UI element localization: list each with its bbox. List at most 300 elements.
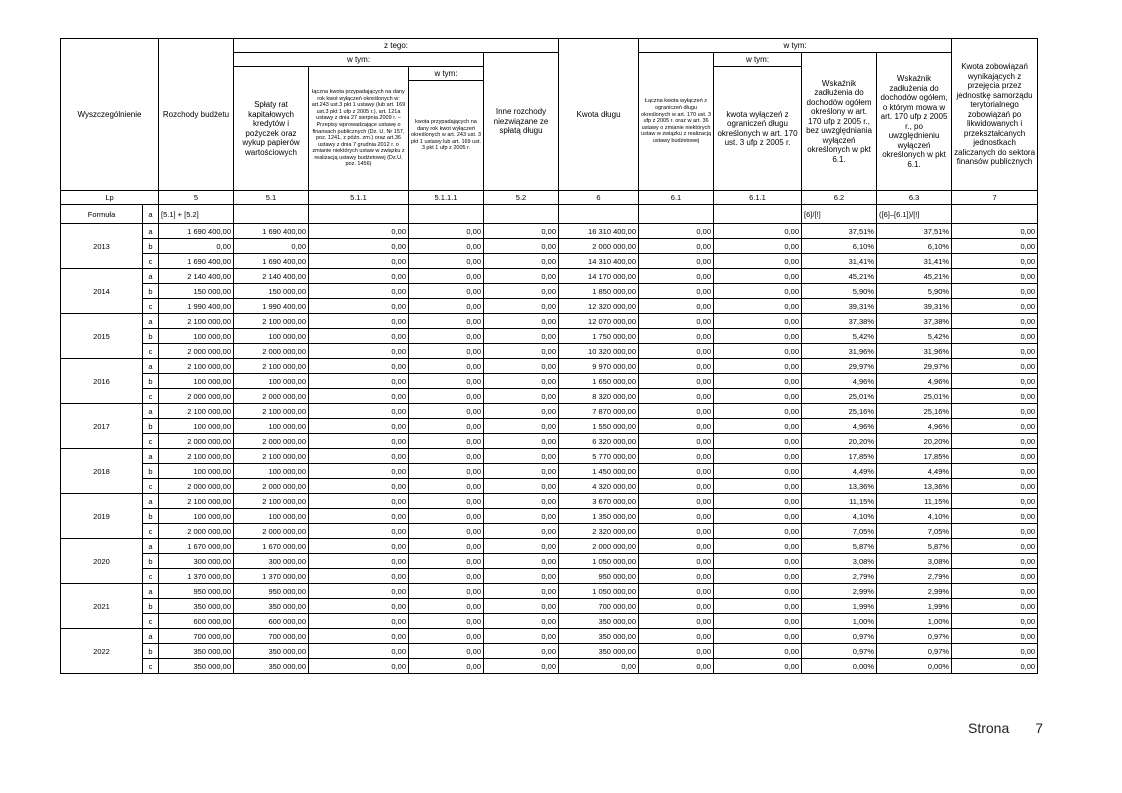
year-cell: 2015 [61,314,143,359]
page-footer [968,720,1043,736]
value-cell: 0,00 [484,539,559,554]
value-cell: 0,00 [309,329,409,344]
value-cell: 1 670 000,00 [234,539,309,554]
value-cell: 0,00 [409,329,484,344]
value-cell: 0,00 [639,464,714,479]
value-cell: 4 320 000,00 [559,479,639,494]
value-cell: 100 000,00 [159,419,234,434]
value-cell: 0,00 [484,389,559,404]
col-header-kwota-dlugu: Kwota długu [559,39,639,191]
value-cell: 5,42% [877,329,952,344]
value-cell: 39,31% [877,299,952,314]
value-cell: 0,00 [409,509,484,524]
value-cell: 25,01% [877,389,952,404]
value-cell: 0,00 [952,389,1038,404]
value-cell: 0,00 [484,359,559,374]
table-row [61,494,1038,509]
value-cell: 0,00 [952,494,1038,509]
value-cell: 0,00 [409,584,484,599]
row-letter: a [143,404,159,419]
col-header-kwota-zobowiazan: Kwota zobowiązań wynikających z przejęcia przez jednostkę samorządu terytorialnego zobowiązań po likwidowanych i przekształcanych jednostkach zaliczanych do sektora finansów publicznych [952,39,1038,191]
col-header-w-tym-dlug: w tym: [639,39,952,53]
table-row [61,449,1038,464]
value-cell: 0,00 [714,509,802,524]
value-cell: 20,20% [877,434,952,449]
table-row [61,524,1038,539]
value-cell: 2 000 000,00 [234,479,309,494]
value-cell: 0,00 [309,374,409,389]
value-cell: 0,00 [639,239,714,254]
value-cell: 0,00 [409,389,484,404]
value-cell: 700 000,00 [559,599,639,614]
lp-cell: 6.1 [639,191,714,205]
value-cell: 0,00 [409,569,484,584]
value-cell: 0,00 [409,224,484,239]
value-cell: 2,99% [802,584,877,599]
value-cell: 0,00 [484,254,559,269]
value-cell: 6,10% [877,239,952,254]
value-cell: 0,00 [484,629,559,644]
value-cell: 0,00 [639,599,714,614]
value-cell: 700 000,00 [234,629,309,644]
value-cell: 3 670 000,00 [559,494,639,509]
formula-5: [5.1] + [5.2] [159,205,234,224]
value-cell: 1 670 000,00 [159,539,234,554]
lp-cell: 5.1.1.1 [409,191,484,205]
col-header-w-tym-sub: w tym: [409,67,484,81]
value-cell: 0,00 [639,389,714,404]
row-letter: c [143,479,159,494]
value-cell: 0,00 [714,344,802,359]
row-letter: c [143,614,159,629]
value-cell: 100 000,00 [234,329,309,344]
value-cell: 25,16% [802,404,877,419]
table-row [61,659,1038,674]
value-cell: 2 140 400,00 [159,269,234,284]
value-cell: 0,00 [409,374,484,389]
formula-row [61,205,1038,224]
value-cell: 2 100 000,00 [159,494,234,509]
lp-cell: 6 [559,191,639,205]
col-header-w-tym-dlug-sub: w tym: [714,53,802,67]
value-cell: 5,90% [802,284,877,299]
value-cell: 0,00 [952,569,1038,584]
value-cell: 600 000,00 [159,614,234,629]
value-cell: 4,10% [877,509,952,524]
value-cell: 2,79% [877,569,952,584]
value-cell: 0,00 [714,374,802,389]
row-letter: b [143,239,159,254]
value-cell: 0,00 [952,299,1038,314]
value-cell: 0,00 [484,329,559,344]
value-cell: 45,21% [802,269,877,284]
value-cell: 0,00 [484,509,559,524]
formula-empty [309,205,409,224]
value-cell: 350 000,00 [559,629,639,644]
year-cell: 2013 [61,224,143,269]
value-cell: 17,85% [802,449,877,464]
row-letter: c [143,299,159,314]
value-cell: 1 690 400,00 [159,224,234,239]
formula-col1: a [143,205,159,224]
value-cell: 1 370 000,00 [159,569,234,584]
row-letter: a [143,269,159,284]
value-cell: 100 000,00 [159,374,234,389]
value-cell: 0,97% [877,629,952,644]
value-cell: 100 000,00 [159,464,234,479]
value-cell: 0,00 [484,404,559,419]
formula-empty [559,205,639,224]
value-cell: 2,99% [877,584,952,599]
value-cell: 0,00 [714,329,802,344]
value-cell: 0,00 [714,389,802,404]
value-cell: 0,00 [409,614,484,629]
table-row [61,299,1038,314]
value-cell: 0,00 [639,449,714,464]
table-row [61,554,1038,569]
value-cell: 0,00 [409,539,484,554]
value-cell: 0,00 [409,314,484,329]
value-cell: 0,00 [484,659,559,674]
value-cell: 0,00 [409,359,484,374]
table-row [61,614,1038,629]
value-cell: 2 100 000,00 [234,314,309,329]
value-cell: 0,00 [484,524,559,539]
value-cell: 0,00 [952,419,1038,434]
value-cell: 31,41% [802,254,877,269]
value-cell: 0,00 [409,404,484,419]
value-cell: 0,00 [639,314,714,329]
table-row [61,644,1038,659]
value-cell: 0,97% [877,644,952,659]
value-cell: 2 000 000,00 [234,524,309,539]
value-cell: 0,00 [952,554,1038,569]
value-cell: 2 000 000,00 [159,524,234,539]
value-cell: 4,49% [877,464,952,479]
value-cell: 0,00 [952,359,1038,374]
value-cell: 2 100 000,00 [234,449,309,464]
value-cell: 1 550 000,00 [559,419,639,434]
value-cell: 1,99% [802,599,877,614]
value-cell: 0,00 [309,284,409,299]
value-cell: 600 000,00 [234,614,309,629]
year-cell: 2018 [61,449,143,494]
table-row [61,479,1038,494]
value-cell: 0,00 [484,554,559,569]
year-cell: 2017 [61,404,143,449]
row-letter: a [143,539,159,554]
row-letter: b [143,284,159,299]
value-cell: 7 870 000,00 [559,404,639,419]
value-cell: 0,00 [639,629,714,644]
col-header-laczna-kwota-rat: łączna kwota przypadających na dany rok kwot wyłączeń określonych w: art.243 ust.3 pkt 1 ustawy (lub art. 169 ust.3 pkt 1 ufp z 2005 r.), art. 121a ustawy z dnia 27 sierpnia 2009 r. – Przepisy wprowadzające ustawę o finansach publicznych (Dz. U. Nr 157, poz. 1241, z późn. zm.) oraz art.36 ustawy z dnia 7 grudnia 2012 r. o zmianie niektórych ustaw w związku z realizacją ustawy budżetowej (Dz.U. poz. 1456) [309,67,409,191]
table-row [61,464,1038,479]
value-cell: 0,00 [639,509,714,524]
value-cell: 0,00 [309,644,409,659]
value-cell: 100 000,00 [159,329,234,344]
value-cell: 6,10% [802,239,877,254]
value-cell: 0,00 [714,614,802,629]
table-row [61,254,1038,269]
table-row [61,539,1038,554]
value-cell: 0,00 [639,404,714,419]
value-cell: 25,16% [877,404,952,419]
row-letter: c [143,434,159,449]
year-cell: 2021 [61,584,143,629]
value-cell: 0,00 [714,569,802,584]
table-row [61,404,1038,419]
formula-empty [952,205,1038,224]
value-cell: 13,36% [877,479,952,494]
value-cell: 0,00 [952,464,1038,479]
table-row [61,269,1038,284]
row-letter: b [143,464,159,479]
value-cell: 0,00 [639,659,714,674]
value-cell: 25,01% [802,389,877,404]
value-cell: 0,00 [639,299,714,314]
value-cell: 0,00 [952,254,1038,269]
value-cell: 0,00 [952,479,1038,494]
value-cell: 0,00 [309,299,409,314]
value-cell: 0,00 [484,434,559,449]
value-cell: 0,00 [952,404,1038,419]
value-cell: 4,49% [802,464,877,479]
value-cell: 37,51% [877,224,952,239]
value-cell: 0,00 [309,419,409,434]
value-cell: 2 000 000,00 [234,344,309,359]
lp-cell: 5.1.1 [309,191,409,205]
value-cell: 0,00 [952,509,1038,524]
value-cell: 2 320 000,00 [559,524,639,539]
value-cell: 0,00 [714,524,802,539]
value-cell: 2 000 000,00 [234,389,309,404]
value-cell: 0,00 [639,614,714,629]
row-letter: b [143,509,159,524]
year-cell: 2019 [61,494,143,539]
value-cell: 100 000,00 [234,374,309,389]
value-cell: 0,00 [484,299,559,314]
value-cell: 350 000,00 [159,644,234,659]
value-cell: 5,87% [802,539,877,554]
formula-63: ([6]–[6.1])/[!] [877,205,952,224]
value-cell: 0,00 [714,629,802,644]
value-cell: 11,15% [802,494,877,509]
value-cell: 1,00% [802,614,877,629]
value-cell: 0,00 [309,464,409,479]
value-cell: 0,00 [639,644,714,659]
value-cell: 0,00 [409,344,484,359]
value-cell: 0,00 [309,389,409,404]
value-cell: 0,00 [639,524,714,539]
row-letter: a [143,449,159,464]
value-cell: 2 000 000,00 [159,344,234,359]
value-cell: 0,00 [639,254,714,269]
value-cell: 0,00 [714,404,802,419]
lp-cell: 5.1 [234,191,309,205]
value-cell: 3,08% [877,554,952,569]
value-cell: 8 320 000,00 [559,389,639,404]
row-letter: a [143,224,159,239]
formula-empty [714,205,802,224]
value-cell: 300 000,00 [234,554,309,569]
value-cell: 0,00 [639,584,714,599]
value-cell: 1 990 400,00 [234,299,309,314]
row-letter: c [143,344,159,359]
value-cell: 14 310 400,00 [559,254,639,269]
value-cell: 0,00% [802,659,877,674]
row-letter: a [143,314,159,329]
value-cell: 0,00 [639,539,714,554]
value-cell: 4,96% [802,419,877,434]
formula-label: Formuła [61,205,143,224]
value-cell: 0,00 [409,239,484,254]
table-row [61,584,1038,599]
footer-label: Strona [968,720,1010,736]
table-row [61,239,1038,254]
value-cell: 0,00 [952,314,1038,329]
value-cell: 0,00 [714,599,802,614]
row-letter: a [143,359,159,374]
table-row [61,569,1038,584]
value-cell: 5,90% [877,284,952,299]
value-cell: 2 100 000,00 [234,359,309,374]
value-cell: 0,00 [309,629,409,644]
value-cell: 2 140 400,00 [234,269,309,284]
value-cell: 0,00 [639,284,714,299]
col-header-wyszczegolnienie: Wyszczególnienie [61,39,159,191]
value-cell: 0,00 [409,629,484,644]
value-cell: 31,41% [877,254,952,269]
value-cell: 0,00 [714,659,802,674]
value-cell: 700 000,00 [159,629,234,644]
value-cell: 350 000,00 [234,659,309,674]
value-cell: 1 450 000,00 [559,464,639,479]
value-cell: 0,00 [484,599,559,614]
value-cell: 0,00 [309,404,409,419]
value-cell: 2 100 000,00 [234,494,309,509]
value-cell: 0,00 [309,614,409,629]
value-cell: 0,00 [484,464,559,479]
value-cell: 0,00 [484,284,559,299]
value-cell: 0,00 [559,659,639,674]
value-cell: 0,00 [484,569,559,584]
value-cell: 950 000,00 [234,584,309,599]
value-cell: 0,00 [714,224,802,239]
formula-empty [409,205,484,224]
value-cell: 0,00 [639,359,714,374]
value-cell: 1 650 000,00 [559,374,639,389]
value-cell: 0,97% [802,629,877,644]
value-cell: 1 370 000,00 [234,569,309,584]
value-cell: 0,00 [309,344,409,359]
value-cell: 0,00 [309,239,409,254]
value-cell: 1 690 400,00 [234,254,309,269]
value-cell: 150 000,00 [159,284,234,299]
value-cell: 0,00 [484,419,559,434]
value-cell: 5,42% [802,329,877,344]
value-cell: 12 070 000,00 [559,314,639,329]
col-header-wskaznik-ogolem: Wskaźnik zadłużenia do dochodów ogółem określony w art. 170 ufp z 2005 r., bez uwzględniania wyłączeń określonych w pkt 6.1. [802,53,877,191]
value-cell: 3,08% [802,554,877,569]
value-cell: 5 770 000,00 [559,449,639,464]
value-cell: 4,96% [877,374,952,389]
value-cell: 0,00 [484,269,559,284]
value-cell: 0,00 [639,434,714,449]
row-letter: c [143,524,159,539]
year-cell: 2014 [61,269,143,314]
value-cell: 0,00 [639,344,714,359]
value-cell: 14 170 000,00 [559,269,639,284]
value-cell: 0,00% [877,659,952,674]
value-cell: 10 320 000,00 [559,344,639,359]
value-cell: 0,00 [714,299,802,314]
value-cell: 2 100 000,00 [159,314,234,329]
value-cell: 2 000 000,00 [559,539,639,554]
lp-cell: 6.3 [877,191,952,205]
table-row [61,314,1038,329]
value-cell: 350 000,00 [559,644,639,659]
col-header-kwota-wylaczen: kwota wyłączeń z ograniczeń długu określonych w art. 170 ust. 3 ufp z 2005 r. [714,67,802,191]
value-cell: 9 970 000,00 [559,359,639,374]
value-cell: 0,00 [952,644,1038,659]
lp-cell: 6.2 [802,191,877,205]
row-letter: c [143,569,159,584]
row-letter: b [143,599,159,614]
value-cell: 0,00 [159,239,234,254]
value-cell: 0,00 [714,584,802,599]
formula-empty [234,205,309,224]
value-cell: 0,00 [484,614,559,629]
value-cell: 1 690 400,00 [159,254,234,269]
value-cell: 0,00 [484,344,559,359]
value-cell: 0,00 [952,374,1038,389]
col-header-kwota-przypadajacych: kwota przypadających na dany rok kwot wyłączeń określonych w art. 243 ust. 3 pkt 1 ustawy lub art. 169 ust. 3 pkt 1 ufp z 2005 r. [409,81,484,191]
value-cell: 0,00 [484,374,559,389]
value-cell: 0,00 [952,584,1038,599]
table-row [61,419,1038,434]
value-cell: 0,00 [409,554,484,569]
lp-cell: 6.1.1 [714,191,802,205]
value-cell: 0,00 [952,449,1038,464]
table-row [61,434,1038,449]
value-cell: 0,00 [639,374,714,389]
value-cell: 950 000,00 [559,569,639,584]
col-header-inne-rozchody: Inne rozchody niezwiązane ze spłatą długu [484,53,559,191]
value-cell: 0,00 [309,434,409,449]
value-cell: 29,97% [877,359,952,374]
value-cell: 950 000,00 [159,584,234,599]
table-row [61,509,1038,524]
year-cell: 2016 [61,359,143,404]
value-cell: 6 320 000,00 [559,434,639,449]
value-cell: 0,00 [952,539,1038,554]
row-letter: b [143,644,159,659]
value-cell: 37,51% [802,224,877,239]
value-cell: 0,00 [309,659,409,674]
year-cell: 2022 [61,629,143,674]
value-cell: 0,00 [409,644,484,659]
lp-cell: 5 [159,191,234,205]
value-cell: 13,36% [802,479,877,494]
table-row [61,389,1038,404]
value-cell: 0,00 [484,314,559,329]
value-cell: 0,00 [309,479,409,494]
row-letter: a [143,494,159,509]
table-row [61,359,1038,374]
value-cell: 12 320 000,00 [559,299,639,314]
value-cell: 100 000,00 [234,509,309,524]
value-cell: 0,00 [714,419,802,434]
